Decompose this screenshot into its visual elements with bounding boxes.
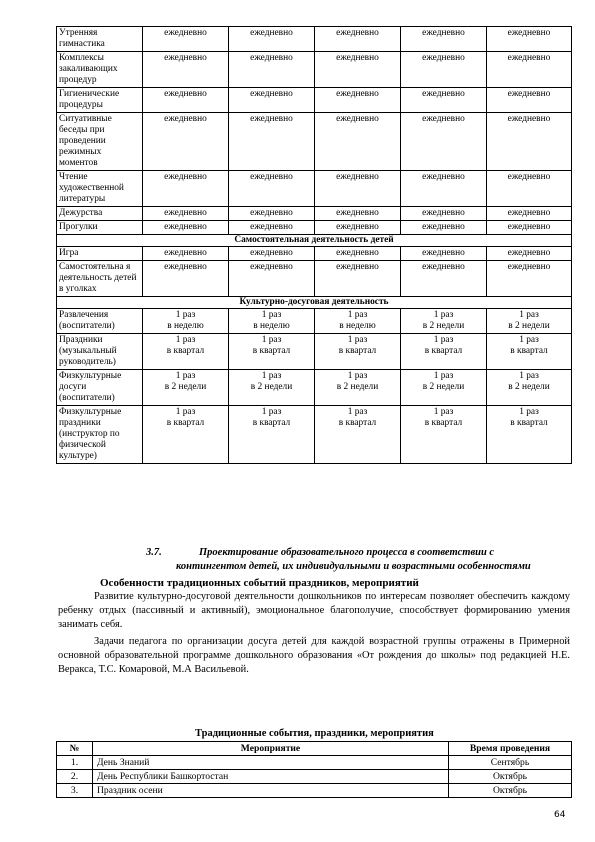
frequency-cell: 1 раз в 2 недели (315, 370, 401, 406)
row-label: Утренняя гимнастика (57, 27, 143, 52)
frequency-cell: 1 раз в квартал (229, 406, 315, 464)
frequency-cell: ежедневно (487, 221, 572, 235)
frequency-cell: ежедневно (401, 207, 487, 221)
frequency-cell: ежедневно (315, 171, 401, 207)
frequency-cell: ежедневно (487, 247, 572, 261)
events-header-row (57, 742, 572, 756)
frequency-cell: ежедневно (143, 207, 229, 221)
row-label: Физкультурные досуги (воспитатели) (57, 370, 143, 406)
frequency-cell: ежедневно (487, 113, 572, 171)
frequency-cell: ежедневно (229, 221, 315, 235)
table-row (57, 756, 572, 770)
section-row (57, 235, 572, 247)
frequency-cell: ежедневно (229, 261, 315, 297)
frequency-cell: ежедневно (315, 207, 401, 221)
table-row (57, 370, 572, 406)
frequency-cell: ежедневно (143, 113, 229, 171)
frequency-cell: 1 раз в 2 недели (401, 309, 487, 334)
section-title-line1: Проектирование образовательного процесса в соответствии с (199, 547, 495, 558)
frequency-cell: ежедневно (315, 27, 401, 52)
table-row (57, 27, 572, 52)
frequency-cell: 1 раз в квартал (143, 406, 229, 464)
frequency-cell: ежедневно (487, 261, 572, 297)
frequency-cell: ежедневно (401, 171, 487, 207)
header-number: № (57, 742, 93, 756)
frequency-cell: ежедневно (229, 171, 315, 207)
table-row (57, 171, 572, 207)
frequency-cell: ежедневно (315, 247, 401, 261)
frequency-cell: 1 раз в 2 недели (229, 370, 315, 406)
frequency-cell: 1 раз в квартал (229, 334, 315, 370)
table-row (57, 221, 572, 235)
event-number: 1. (57, 756, 93, 770)
events-body (57, 756, 572, 798)
header-event: Мероприятие (93, 742, 449, 756)
section-title-line2: контингентом детей, их индивидуальными и возрастными особенностями (176, 561, 531, 572)
frequency-cell: 1 раз в неделю (229, 309, 315, 334)
frequency-cell: 1 раз в квартал (143, 334, 229, 370)
event-name: День Республики Башкортостан (93, 770, 449, 784)
table-row (57, 247, 572, 261)
frequency-cell: 1 раз в неделю (315, 309, 401, 334)
section-number: 3.7. (146, 547, 162, 558)
subheading: Особенности традиционных событий праздников, мероприятий (100, 577, 419, 589)
row-label: Развлечения (воспитатели) (57, 309, 143, 334)
table-row (57, 309, 572, 334)
frequency-cell: ежедневно (229, 88, 315, 113)
section-row (57, 297, 572, 309)
frequency-cell: 1 раз в 2 недели (401, 370, 487, 406)
paragraph (58, 590, 570, 631)
table-row (57, 207, 572, 221)
frequency-cell: ежедневно (315, 113, 401, 171)
frequency-cell: ежедневно (315, 261, 401, 297)
frequency-cell: 1 раз в 2 недели (143, 370, 229, 406)
row-label: Ситуативные беседы при проведении режимных моментов (57, 113, 143, 171)
frequency-cell: ежедневно (487, 27, 572, 52)
row-label: Физкультурные праздники (инструктор по физической культуре) (57, 406, 143, 464)
table-row (57, 52, 572, 88)
row-label: Чтение художественной литературы (57, 171, 143, 207)
frequency-cell: ежедневно (401, 261, 487, 297)
page-number: 64 (554, 810, 566, 820)
event-name: Праздник осени (93, 784, 449, 798)
frequency-cell: ежедневно (143, 247, 229, 261)
frequency-cell: ежедневно (315, 88, 401, 113)
table-row (57, 406, 572, 464)
frequency-cell: ежедневно (229, 113, 315, 171)
paragraph (58, 635, 570, 676)
frequency-cell: ежедневно (487, 171, 572, 207)
event-name: День Знаний (93, 756, 449, 770)
frequency-cell: 1 раз в квартал (401, 334, 487, 370)
frequency-cell: ежедневно (315, 221, 401, 235)
frequency-cell: 1 раз в квартал (401, 406, 487, 464)
frequency-cell: 1 раз в 2 недели (487, 309, 572, 334)
table-row (57, 770, 572, 784)
events-table (56, 741, 572, 798)
frequency-cell: 1 раз в 2 недели (487, 370, 572, 406)
row-label: Самостоятельна я деятельность детей в уголках (57, 261, 143, 297)
event-time: Октябрь (449, 784, 572, 798)
frequency-cell: ежедневно (487, 207, 572, 221)
frequency-cell: ежедневно (229, 247, 315, 261)
frequency-cell: ежедневно (401, 113, 487, 171)
frequency-cell: ежедневно (487, 52, 572, 88)
row-label: Прогулки (57, 221, 143, 235)
events-table-title: Традиционные события, праздники, мероприятия (195, 728, 434, 739)
event-time: Сентябрь (449, 756, 572, 770)
frequency-cell: ежедневно (229, 52, 315, 88)
frequency-cell: ежедневно (401, 52, 487, 88)
row-label: Дежурства (57, 207, 143, 221)
frequency-cell: ежедневно (487, 88, 572, 113)
row-label: Гигиенические процедуры (57, 88, 143, 113)
frequency-cell: ежедневно (143, 171, 229, 207)
frequency-cell: ежедневно (143, 27, 229, 52)
frequency-cell: ежедневно (401, 88, 487, 113)
frequency-cell: ежедневно (143, 52, 229, 88)
frequency-cell: 1 раз в квартал (315, 406, 401, 464)
row-label: Комплексы закаливающих процедур (57, 52, 143, 88)
activity-schedule-table (56, 26, 572, 464)
frequency-cell: ежедневно (401, 221, 487, 235)
frequency-cell: ежедневно (229, 207, 315, 221)
section-title: Культурно-досуговая деятельность (57, 297, 572, 309)
frequency-cell: 1 раз в квартал (315, 334, 401, 370)
table-row (57, 113, 572, 171)
frequency-cell: ежедневно (401, 27, 487, 52)
event-time: Октябрь (449, 770, 572, 784)
paragraph-text: Развитие культурно-досуговой деятельности дошкольников по интересам позволяет обеспечить каждому ребенку отдых (пассивный и активный), эмоциональное благополучие, способствует формированию умения занимать себя. (58, 591, 570, 630)
table-row (57, 334, 572, 370)
paragraph-text: Задачи педагога по организации досуга детей для каждой возрастной группы отражены в Примерной основной образовательной программе дошкольного образования «От рождения до школы» под редакцией Н.Е. Веракса, Т.С. Комаровой, М.А Васильевой. (58, 636, 570, 675)
frequency-cell: 1 раз в неделю (143, 309, 229, 334)
frequency-cell: ежедневно (143, 221, 229, 235)
row-label: Праздники (музыкальный руководитель) (57, 334, 143, 370)
table-row (57, 88, 572, 113)
section-title: Самостоятельная деятельность детей (57, 235, 572, 247)
header-time: Время проведения (449, 742, 572, 756)
frequency-cell: ежедневно (401, 247, 487, 261)
event-number: 3. (57, 784, 93, 798)
frequency-cell: ежедневно (143, 261, 229, 297)
event-number: 2. (57, 770, 93, 784)
table-row (57, 261, 572, 297)
frequency-cell: ежедневно (315, 52, 401, 88)
table-row (57, 784, 572, 798)
frequency-cell: 1 раз в квартал (487, 406, 572, 464)
frequency-cell: ежедневно (229, 27, 315, 52)
frequency-cell: ежедневно (143, 88, 229, 113)
row-label: Игра (57, 247, 143, 261)
frequency-cell: 1 раз в квартал (487, 334, 572, 370)
schedule-body (57, 27, 572, 464)
